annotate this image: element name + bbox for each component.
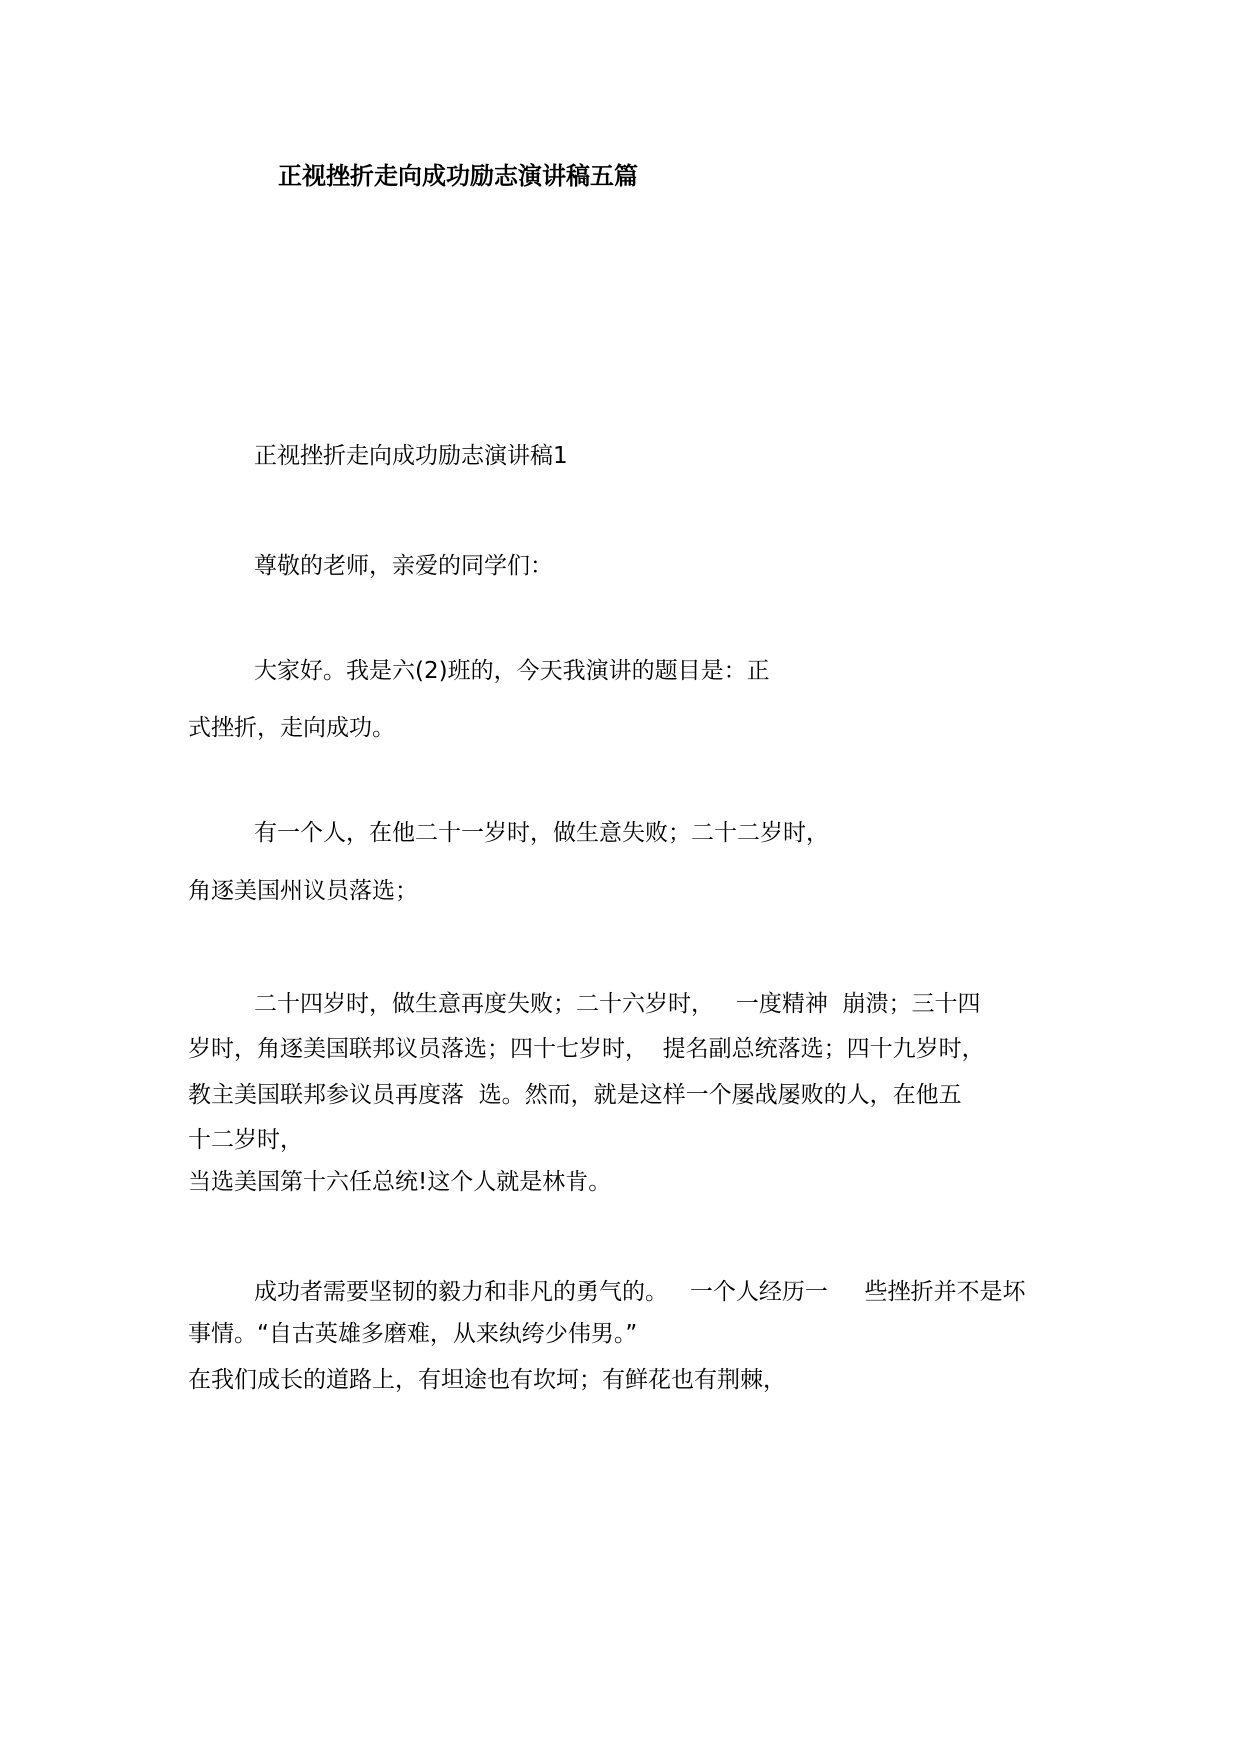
paragraph-line: 式挫折，走向成功。 (188, 715, 395, 741)
paragraph-line: 事情。“自古英雄多磨难，从来纨绔少伟男。” (188, 1321, 638, 1347)
section-heading: 正视挫折走向成功励志演讲稿1 (254, 443, 568, 469)
paragraph-line: 成功者需要坚韧的毅力和非凡的勇气的。 一个人经历一 些挫折并不是坏 (254, 1279, 1026, 1305)
paragraph-line: 教主美国联邦参议员再度落 选。然而，就是这样一个屡战屡败的人，在他五 (188, 1082, 962, 1108)
paragraph-line: 十二岁时， (188, 1127, 303, 1153)
paragraph-line: 当选美国第十六任总统!这个人就是林肯。 (188, 1169, 612, 1195)
paragraph-line: 二十四岁时，做生意再度失败；二十六岁时， 一度精神 崩溃；三十四 (254, 991, 981, 1017)
paragraph-line: 有一个人，在他二十一岁时，做生意失败；二十二岁时， (254, 820, 829, 846)
paragraph-line: 岁时，角逐美国联邦议员落选；四十七岁时， 提名副总统落选；四十九岁时， (188, 1036, 985, 1062)
paragraph-line: 在我们成长的道路上，有坦途也有坎坷；有鲜花也有荆棘， (188, 1367, 786, 1393)
document-title: 正视挫折走向成功励志演讲稿五篇 (278, 162, 638, 190)
paragraph-line: 大家好。我是六(2)班的，今天我演讲的题目是：正 (254, 658, 770, 684)
paragraph-line: 角逐美国州议员落选； (188, 878, 418, 904)
salutation-line: 尊敬的老师，亲爱的同学们： (254, 553, 553, 579)
